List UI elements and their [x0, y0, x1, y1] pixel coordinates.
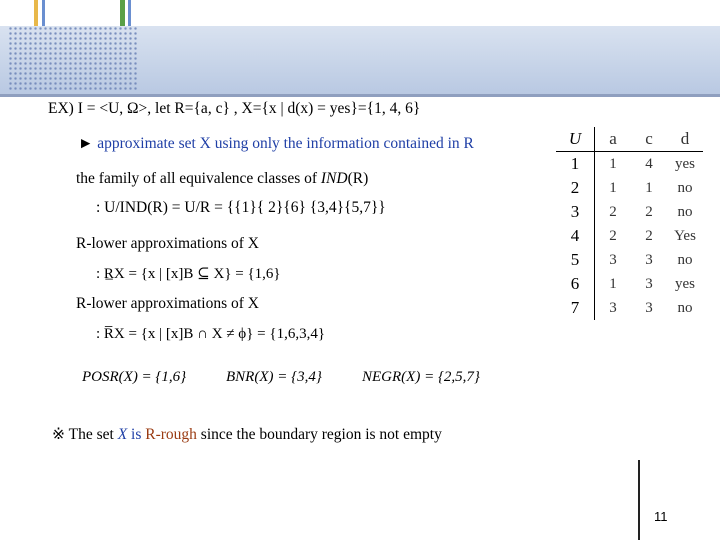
lower-approx-formula: : R̲X = {x | [x]B ⊆ X} = {1,6}: [96, 266, 281, 282]
family-text: the family of all equivalence classes of: [76, 170, 321, 187]
bullet-line: [78, 135, 474, 153]
table-cell: Yes: [674, 227, 696, 244]
table-row: [556, 296, 703, 320]
family-line: [76, 170, 368, 188]
note-is: is: [127, 426, 146, 443]
table-row: [556, 248, 703, 272]
table-cell: 1: [609, 275, 617, 292]
table-header-cell: d: [667, 127, 703, 152]
table-cell: 3: [645, 275, 653, 292]
table-cell: 3: [645, 251, 653, 268]
accent-stripe: [42, 0, 45, 26]
table-cell: 3: [609, 251, 617, 268]
table-cell: 2: [609, 227, 617, 244]
table-cell: 2: [645, 203, 653, 220]
table-cell: no: [677, 251, 693, 268]
information-table: [556, 127, 703, 320]
note-line: [52, 426, 442, 444]
note-rough: R-rough: [145, 426, 197, 443]
ind-text: IND: [320, 170, 348, 187]
note-text: The set: [68, 426, 118, 443]
table-cell: yes: [675, 155, 695, 172]
table-cell: 3: [645, 299, 653, 316]
table-cell: 2: [609, 203, 617, 220]
table-cell: 1: [609, 155, 617, 172]
negative-region: NEGR(X) = {2,5,7}: [362, 369, 480, 385]
table-cell: 2: [645, 227, 653, 244]
table-cell: 5: [556, 248, 595, 272]
accent-stripe: [128, 0, 131, 26]
table-cell: 2: [556, 176, 595, 200]
page-number: 11: [654, 509, 668, 524]
table-cell: 1: [556, 152, 595, 177]
table-row: [556, 152, 703, 177]
boundary-region: BNR(X) = {3,4}: [226, 369, 322, 385]
lower-approx-label: R-lower approximations of X: [76, 235, 259, 252]
banner-divider: [0, 94, 720, 97]
upper-approx-formula: : R̅X = {x | [x]B ∩ X ≠ ϕ} = {1,6,3,4}: [96, 326, 326, 342]
table-row: [556, 176, 703, 200]
example-heading: EX) I = <U, Ω>, let R={a, c} , X={x | d(x) = yes}={1, 4, 6}: [48, 100, 421, 117]
note-suffix: since the boundary region is not empty: [196, 426, 442, 443]
table-cell: 1: [645, 179, 653, 196]
positive-region: POSR(X) = {1,6}: [82, 369, 187, 385]
note-mark-icon: ※: [52, 426, 65, 443]
bullet-text: approximate set X using only the information contained in R: [97, 135, 474, 152]
banner-dot-pattern: [8, 26, 138, 92]
table-header-cell: U: [556, 127, 595, 152]
partition-line: : U/IND(R) = U/R = {{1}{ 2}{6} {3,4}{5,7}}: [96, 199, 386, 216]
footer-divider: [638, 460, 640, 540]
table-cell: 1: [609, 179, 617, 196]
table-header-cell: c: [631, 127, 667, 152]
table-cell: no: [677, 299, 693, 316]
table-header-row: [556, 127, 703, 152]
table-cell: 4: [645, 155, 653, 172]
table-row: [556, 224, 703, 248]
table-row: [556, 200, 703, 224]
upper-approx-label: R-lower approximations of X: [76, 295, 259, 312]
header-bar: [0, 0, 720, 26]
r-text: (R): [347, 170, 369, 187]
note-x: X: [117, 426, 128, 443]
table-header-cell: a: [595, 127, 632, 152]
table-cell: no: [677, 179, 693, 196]
table-cell: no: [677, 203, 693, 220]
table-cell: 7: [556, 296, 595, 320]
bullet-icon: ►: [78, 135, 94, 152]
table-row: [556, 272, 703, 296]
table-cell: yes: [675, 275, 695, 292]
table-cell: 3: [556, 200, 595, 224]
table-cell: 6: [556, 272, 595, 296]
accent-stripe: [34, 0, 38, 26]
table-cell: 3: [609, 299, 617, 316]
accent-stripe: [120, 0, 125, 26]
table-cell: 4: [556, 224, 595, 248]
